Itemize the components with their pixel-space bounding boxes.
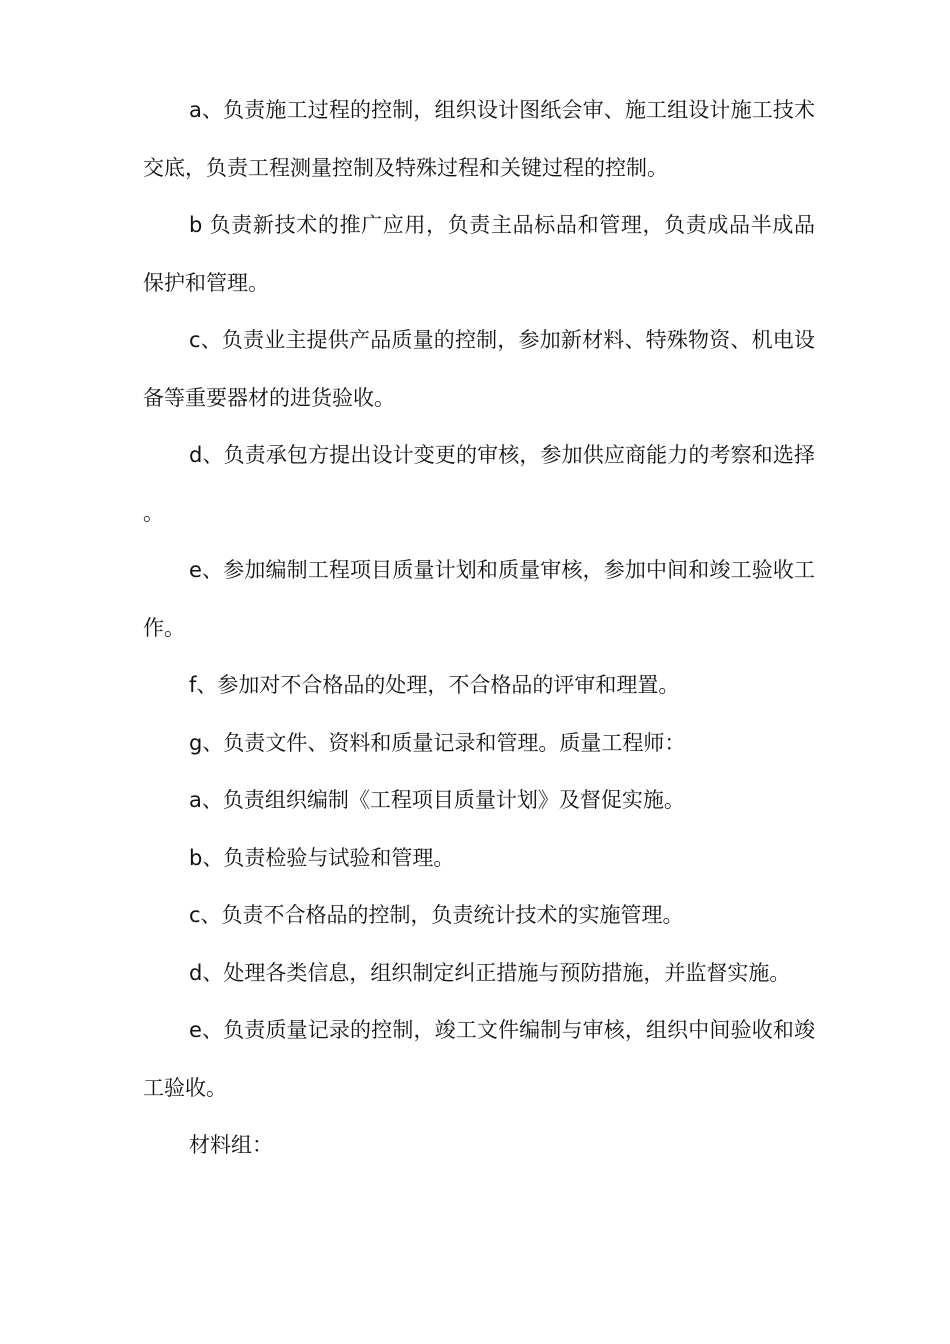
paragraph-g-documents: g、负责文件、资料和质量记录和管理。质量工程师： [189,730,686,755]
paragraph-b-new-technology: b 负责新技术的推广应用，负责主品标品和管理，负责成品半成品保护和管理。 [143,213,815,295]
paragraph-d-information: d、处理各类信息，组织制定纠正措施与预防措施，并监督实施。 [189,960,791,985]
paragraph-d-design-changes: d、负责承包方提出设计变更的审核，参加供应商能力的考察和选择。 [143,443,815,525]
paragraph-f-nonconforming: f、参加对不合格品的处理，不合格品的评审和理置。 [189,673,680,697]
paragraph-b-inspection: b、负责检验与试验和管理。 [189,845,455,870]
paragraph-c-owner-products: c、负责业主提供产品质量的控制，参加新材料、特殊物资、机电设备等重要器材的进货验收。 [143,328,815,410]
paragraph-c-nonconforming-control: c、负责不合格品的控制，负责统计技术的实施管理。 [189,903,684,927]
paragraph-a-quality-engineer-plan: a、负责组织编制《工程项目质量计划》及督促实施。 [189,788,685,812]
paragraph-a-construction-control: a、负责施工过程的控制，组织设计图纸会审、施工组设计施工技术交底，负责工程测量控制及特殊过程和关键过程的控制。 [143,98,815,180]
section-heading-materials-group: 材料组： [189,1133,273,1157]
paragraph-e-quality-records: e、负责质量记录的控制，竣工文件编制与审核，组织中间验收和竣工验收。 [143,1018,815,1100]
paragraph-e-quality-plan: e、参加编制工程项目质量计划和质量审核，参加中间和竣工验收工作。 [143,558,815,640]
body-text [143,82,815,1175]
